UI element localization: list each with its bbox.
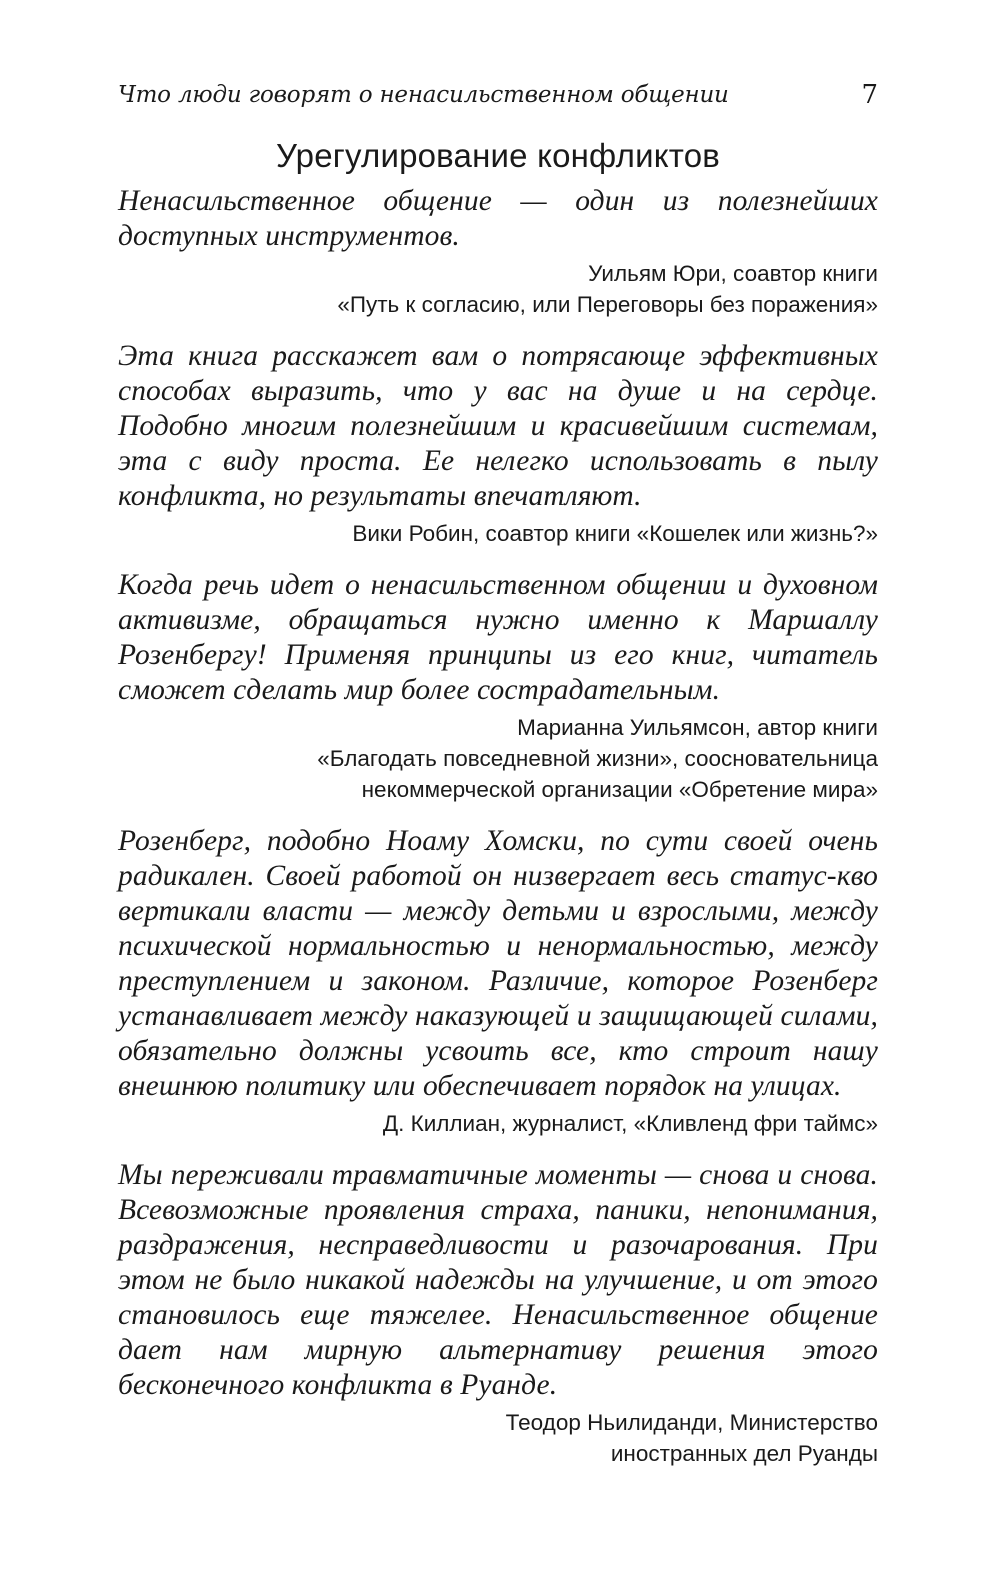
attribution-line: некоммерческой организации «Обретение мира» [361,777,878,802]
attribution-line: Д. Киллиан, журналист, «Кливленд фри таймс» [382,1111,878,1136]
quote-block-2 [118,339,878,549]
quote-text: Ненасильственное общение — один из полезнейших доступных инструментов. [118,185,878,252]
attribution-line: Вики Робин, соавтор книги «Кошелек или жизнь?» [352,521,878,546]
attribution-line: «Путь к согласию, или Переговоры без поражения» [337,292,878,317]
quote-text: Розенберг, подобно Ноаму Хомски, по сути своей очень радикален. Своей работой он низвергает весь статус-кво вертикали власти — между детьми и взрослыми, между психической нормальностью и ненормальностью, между преступлением и законом. Различие, которое Розенберг устанавливает между наказующей и защищающей силами, обязательно должны усвоить все, кто строит нашу внешнюю политику или обеспечивает порядок на улицах. [118,825,878,1102]
attribution-line: Уильям Юри, соавтор книги [588,261,878,286]
quote-attribution [118,258,878,320]
section-title: Урегулирование конфликтов [275,137,721,174]
quote-block-4 [118,824,878,1139]
attribution-line: Теодор Ньилиданди, Министерство [505,1410,878,1435]
running-header [118,78,878,122]
page-number: 7 [861,80,878,110]
quote-text: Мы переживали травматичные моменты — снова и снова. Всевозможные проявления страха, паники, непонимания, раздражения, несправедливости и разочарования. При этом не было никакой надежды на улучшение, и от этого становилось еще тяжелее. Ненасильственное общение дает нам мирную альтернативу решения этого бесконечного конфликта в Руанде. [118,1159,878,1401]
quote-attribution [118,712,878,805]
quote-attribution [118,1407,878,1469]
attribution-line: Марианна Уильямсон, автор книги [517,715,878,740]
quote-attribution [118,518,878,549]
attribution-line: иностранных дел Руанды [610,1441,878,1466]
quote-block-3 [118,568,878,805]
book-page [118,78,878,1488]
quote-block-1 [118,184,878,320]
quote-text: Когда речь идет о ненасильственном общении и духовном активизме, обращаться нужно именно к Маршаллу Розенбергу! Применяя принципы из его книг, читатель сможет сделать мир более сострадательным. [118,569,878,706]
running-title: Что люди говорят о ненасильственном общении [118,82,729,108]
quote-text: Эта книга расскажет вам о потрясающе эффективных способах выразить, что у вас на душе и на сердце. Подобно многим полезнейшим и красивейшим системам, эта с виду проста. Ее нелегко использовать в пылу конфликта, но результаты впечатляют. [118,340,878,512]
quote-attribution [118,1108,878,1139]
quote-block-5 [118,1158,878,1469]
attribution-line: «Благодать повседневной жизни», соосновательница [317,746,878,771]
